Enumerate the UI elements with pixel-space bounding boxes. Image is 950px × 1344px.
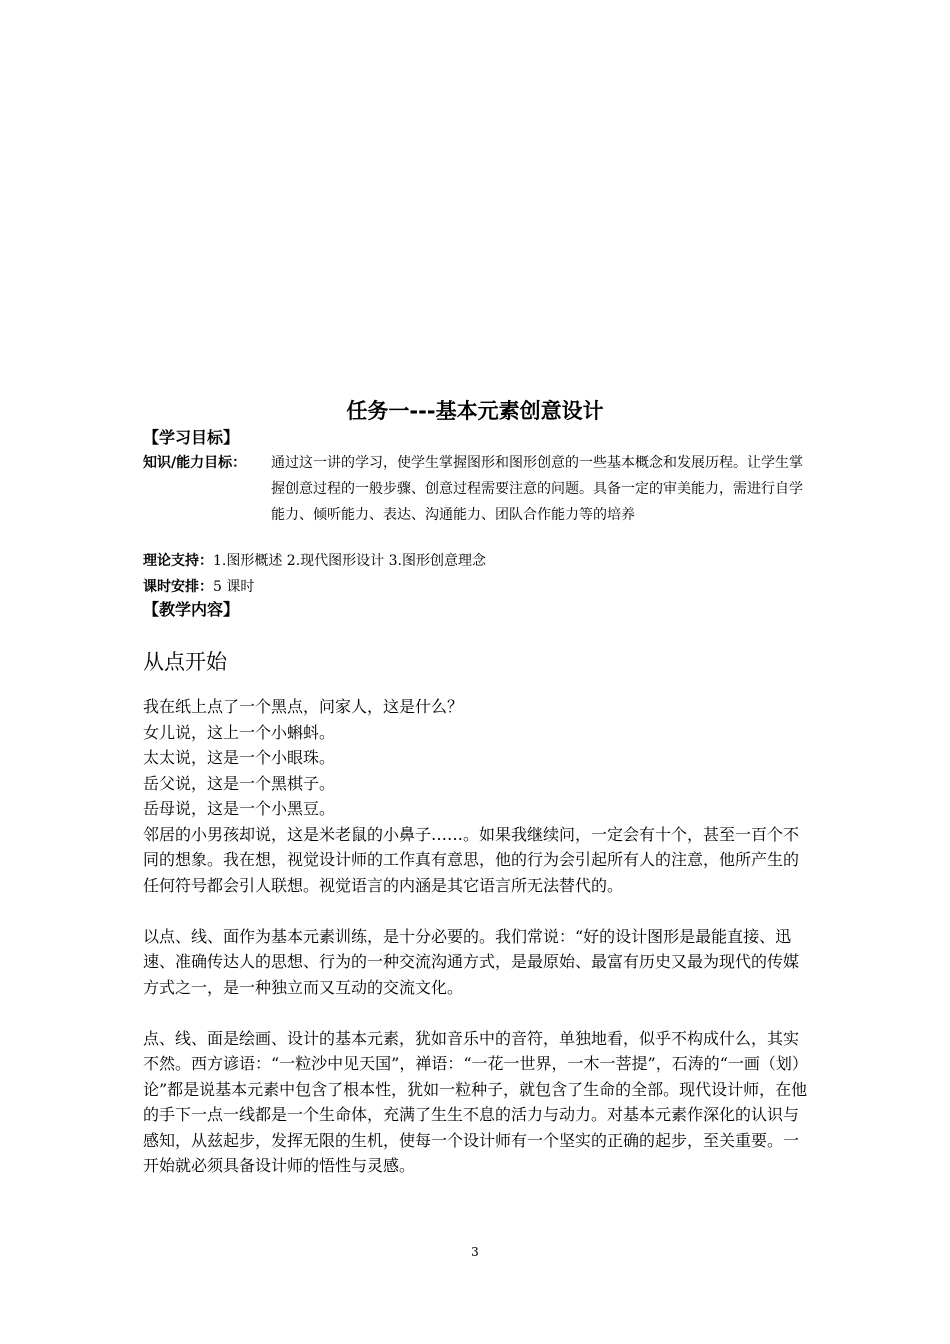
theory-support-row <box>143 548 486 574</box>
paragraph: 以点、线、面作为基本元素训练，是十分必要的。我们常说：“好的设计图形是最能直接、迅速、准确传达人的思想、行为的一种交流沟通方式，是最原始、最富有历史又最为现代的传媒方式之一，是一种独立而又互动的交流文化。 <box>143 926 800 997</box>
theory-support-label: 理论支持： <box>143 553 213 569</box>
section-teaching-content: 【教学内容】 <box>143 600 240 619</box>
schedule-label: 课时安排： <box>143 579 213 595</box>
knowledge-goals-label: 知识/能力目标： <box>143 455 247 471</box>
article-body <box>143 694 808 1179</box>
paragraph: 岳父说，这是一个黑棋子。 <box>143 773 336 793</box>
article-title: 从点开始 <box>143 650 227 674</box>
knowledge-goals-text: 通过这一讲的学习，使学生掌握图形和图形创意的一些基本概念和发展历程。让学生掌握创意过程的一般步骤、创意过程需要注意的问题。具备一定的审美能力，需进行自学能力、倾听能力、表达、沟通能力、团队合作能力等的培养 <box>271 455 803 523</box>
schedule-text: 5 课时 <box>213 579 255 595</box>
paragraph: 点、线、面是绘画、设计的基本元素，犹如音乐中的音符，单独地看，似乎不构成什么，其实不然。西方谚语：“一粒沙中见天国”，禅语：“一花一世界，一木一菩提”，石涛的“一画（划）论”都是说基本元素中包含了根本性，犹如一粒种子，就包含了生命的全部。现代设计师，在他的手下一点一线都是一个生命体，充满了生生不息的活力与动力。对基本元素作深化的认识与感知，从兹起步，发挥无限的生机，使每一个设计师有一个坚实的正确的起步，至关重要。一开始就必须具备设计师的悟性与灵感。 <box>143 1028 808 1175</box>
paragraph: 太太说，这是一个小眼珠。 <box>143 748 336 767</box>
schedule-row <box>143 574 254 600</box>
section-learning-goals: 【学习目标】 <box>143 428 240 447</box>
paragraph: 岳母说，这是一个小黑豆。 <box>143 799 336 818</box>
paragraph: 邻居的小男孩却说，这是米老鼠的小鼻子……。如果我继续问，一定会有十个，甚至一百个不同的想象。我在想，视觉设计师的工作真有意思，他的行为会引起所有人的注意，他所产生的任何符号都会引人联想。视觉语言的内涵是其它语言所无法替代的。 <box>143 824 800 895</box>
knowledge-goals-row <box>143 450 246 476</box>
theory-support-text: 1.图形概述 2.现代图形设计 3.图形创意理念 <box>213 553 486 569</box>
page-title: 任务一---基本元素创意设计 <box>346 399 604 423</box>
page-number: 3 <box>471 1245 479 1259</box>
paragraph: 女儿说，这上一个小蝌蚪。 <box>143 722 336 742</box>
paragraph: 我在纸上点了一个黑点，问家人，这是什么？ <box>143 697 464 716</box>
